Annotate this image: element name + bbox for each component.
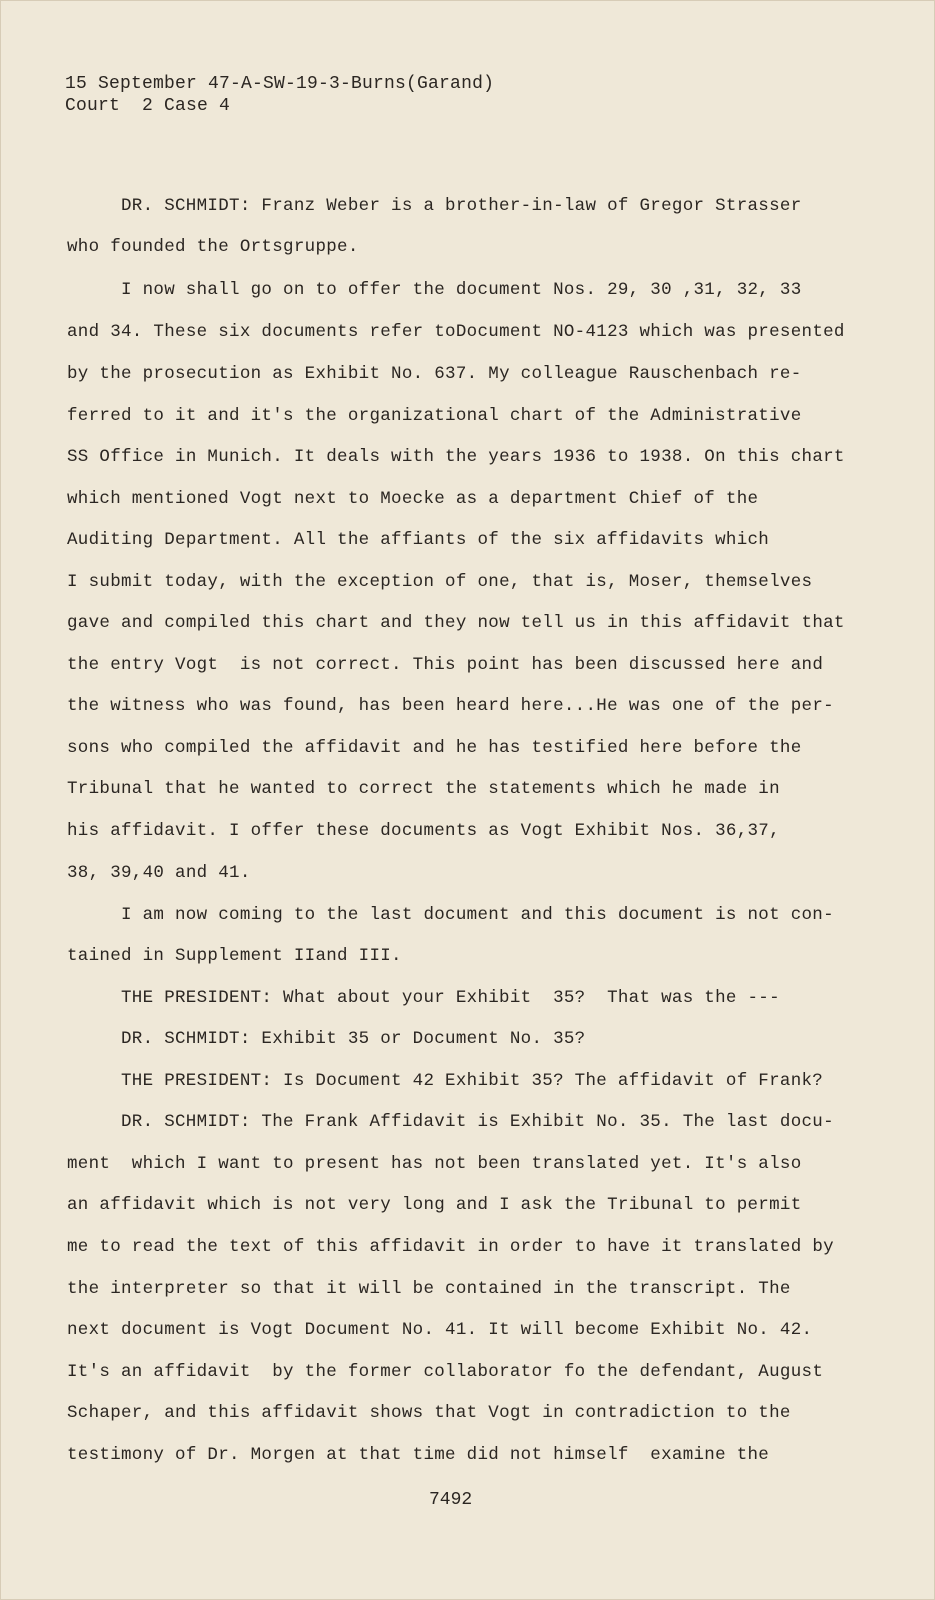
body-line: next document is Vogt Document No. 41. It will become Exhibit No. 42. xyxy=(67,1320,813,1340)
body-line: THE PRESIDENT: Is Document 42 Exhibit 35? The affidavit of Frank? xyxy=(121,1071,824,1091)
page-number: 7492 xyxy=(429,1490,473,1510)
body-line: an affidavit which is not very long and I ask the Tribunal to permit xyxy=(67,1195,802,1215)
body-line: DR. SCHMIDT: Exhibit 35 or Document No. 35? xyxy=(121,1029,586,1049)
body-line: DR. SCHMIDT: The Frank Affidavit is Exhibit No. 35. The last docu- xyxy=(121,1112,834,1132)
body-line: SS Office in Munich. It deals with the years 1936 to 1938. On this chart xyxy=(67,447,845,467)
body-line: Schaper, and this affidavit shows that Vogt in contradiction to the xyxy=(67,1403,791,1423)
body-line: gave and compiled this chart and they now tell us in this affidavit that xyxy=(67,613,845,633)
body-line: DR. SCHMIDT: Franz Weber is a brother-in-law of Gregor Strasser xyxy=(121,196,802,216)
body-line: ferred to it and it's the organizational chart of the Administrative xyxy=(67,406,802,426)
body-line: by the prosecution as Exhibit No. 637. My colleague Rauschenbach re- xyxy=(67,364,802,384)
body-line: Tribunal that he wanted to correct the statements which he made in xyxy=(67,779,780,799)
body-line: the entry Vogt is not correct. This point has been discussed here and xyxy=(67,655,824,675)
body-line: the interpreter so that it will be contained in the transcript. The xyxy=(67,1279,791,1299)
body-line: 38, 39,40 and 41. xyxy=(67,863,251,883)
body-line: sons who compiled the affidavit and he has testified here before the xyxy=(67,738,802,758)
body-line: the witness who was found, has been heard here...He was one of the per- xyxy=(67,696,834,716)
body-line: I am now coming to the last document and this document is not con- xyxy=(121,905,834,925)
body-line: who founded the Ortsgruppe. xyxy=(67,237,359,257)
body-line: and 34. These six documents refer toDocument NO-4123 which was presented xyxy=(67,322,845,342)
body-line: ment which I want to present has not been translated yet. It's also xyxy=(67,1154,802,1174)
body-line: I submit today, with the exception of one, that is, Moser, themselves xyxy=(67,572,813,592)
body-line: me to read the text of this affidavit in order to have it translated by xyxy=(67,1237,834,1257)
body-line: It's an affidavit by the former collaborator fo the defendant, August xyxy=(67,1362,824,1382)
header-line-2: Court 2 Case 4 xyxy=(65,96,231,116)
body-line: tained in Supplement IIand III. xyxy=(67,946,402,966)
body-line: which mentioned Vogt next to Moecke as a department Chief of the xyxy=(67,489,759,509)
body-line: THE PRESIDENT: What about your Exhibit 35? That was the --- xyxy=(121,988,780,1008)
document-header xyxy=(65,73,494,117)
body-line: his affidavit. I offer these documents as Vogt Exhibit Nos. 36,37, xyxy=(67,821,780,841)
body-line: testimony of Dr. Morgen at that time did not himself examine the xyxy=(67,1445,770,1465)
header-line-1: 15 September 47-A-SW-19-3-Burns(Garand) xyxy=(65,74,495,94)
body-line: I now shall go on to offer the document Nos. 29, 30 ,31, 32, 33 xyxy=(121,280,802,300)
body-line: Auditing Department. All the affiants of the six affidavits which xyxy=(67,530,770,550)
